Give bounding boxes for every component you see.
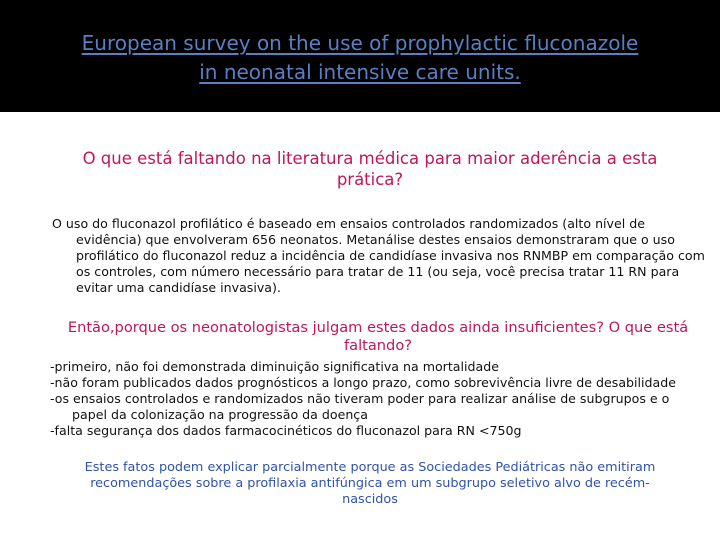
list-item: -falta segurança dos dados farmacocinéticos do fluconazol para RN <750g [50, 423, 522, 439]
list-item: -não foram publicados dados prognósticos a longo prazo, como sobrevivência livre de desabilidade [50, 375, 677, 391]
slide-title: European survey on the use of prophylactic fluconazole in neonatal intensive care units. [81, 31, 639, 84]
missing-evidence-list [50, 359, 702, 439]
conclusion-text: Estes fatos podem explicar parcialmente porque as Sociedades Pediátricas não emitiram recomendações sobre a profilaxia antifúngica em um subgrupo seletivo alvo de recém-nascidos [84, 460, 656, 508]
title-band [0, 0, 720, 112]
slide-content [0, 112, 720, 540]
list-item: -os ensaios controlados e randomizados não tiveram poder para realizar análise de subgrupos e o papel da colonização na progressão da doença [50, 391, 670, 423]
main-question: O que está faltando na literatura médica para maior aderência a esta prática? [82, 149, 658, 189]
secondary-question: Então,porque os neonatologistas julgam estes dados ainda insuficientes? O que está faltando? [67, 319, 689, 354]
list-item: -primeiro, não foi demonstrada diminuição significativa na mortalidade [50, 359, 499, 374]
evidence-paragraph: O uso do fluconazol profilático é baseado em ensaios controlados randomizados (alto nível de evidência) que envolveram 656 neonatos. Metanálise destes ensaios demonstraram que o uso profilático do fluconazol reduz a incidência de candidíase invasiva nos RNMBP em comparação com os controles, com número necessário para tratar de 11 (ou seja, você precisa tratar 11 RN para evitar uma candidíase invasiva). [52, 216, 705, 296]
